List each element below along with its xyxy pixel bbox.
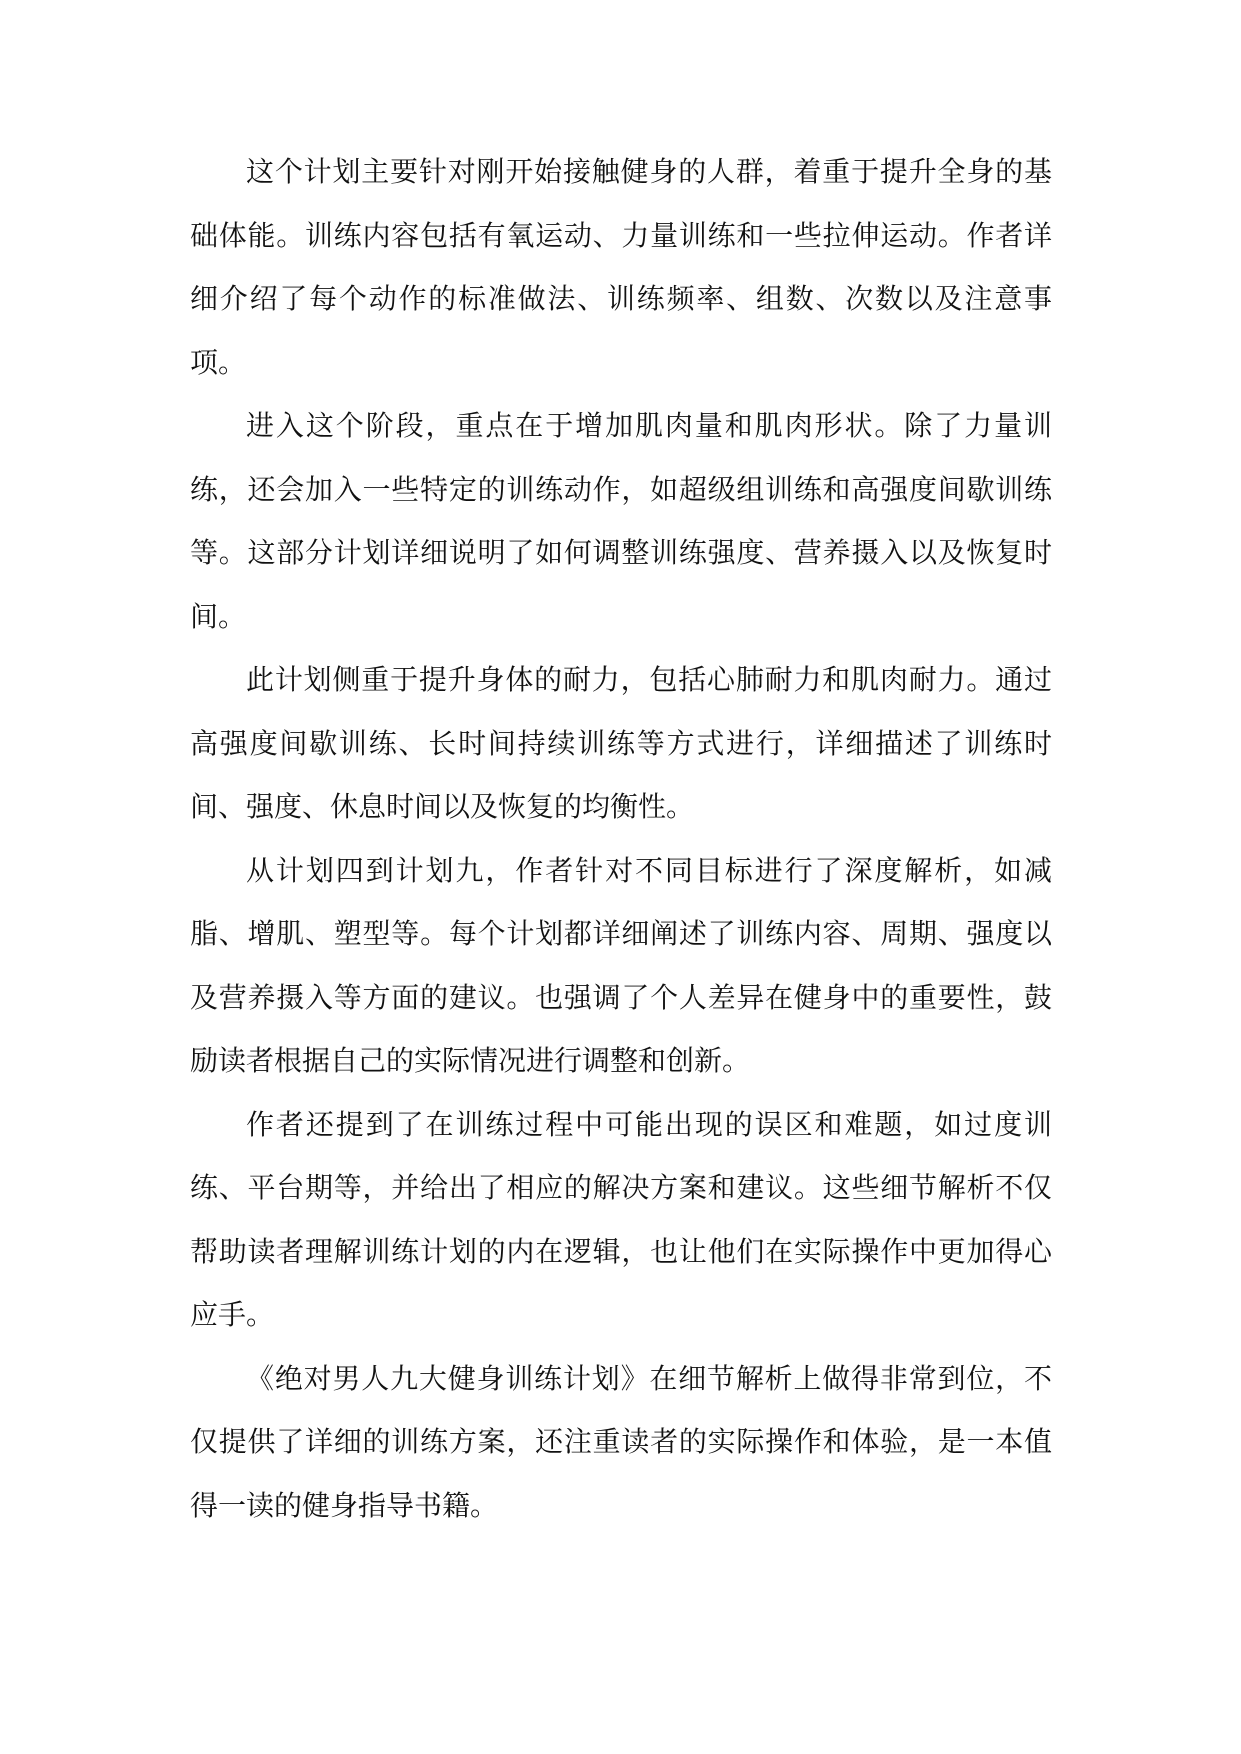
document-body <box>190 140 1052 1537</box>
paragraph-conclusion: 《绝对男人九大健身训练计划》在细节解析上做得非常到位，不仅提供了详细的训练方案，还注重读者的实际操作和体验，是一本值得一读的健身指导书籍。 <box>190 1361 1052 1522</box>
paragraph-beginner-plan: 这个计划主要针对刚开始接触健身的人群，着重于提升全身的基础体能。训练内容包括有氧运动、力量训练和一些拉伸运动。作者详细介绍了每个动作的标准做法、训练频率、组数、次数以及注意事项。 <box>190 155 1052 379</box>
paragraph-endurance-plan: 此计划侧重于提升身体的耐力，包括心肺耐力和肌肉耐力。通过高强度间歇训练、长时间持续训练等方式进行，详细描述了训练时间、强度、休息时间以及恢复的均衡性。 <box>190 663 1052 823</box>
paragraph-plans-four-to-nine: 从计划四到计划九，作者针对不同目标进行了深度解析，如减脂、增肌、塑型等。每个计划都详细阐述了训练内容、周期、强度以及营养摄入等方面的建议。也强调了个人差异在健身中的重要性，鼓励读者根据自己的实际情况进行调整和创新。 <box>190 853 1052 1077</box>
paragraph-muscle-building-plan: 进入这个阶段，重点在于增加肌肉量和肌肉形状。除了力量训练，还会加入一些特定的训练动作，如超级组训练和高强度间歇训练等。这部分计划详细说明了如何调整训练强度、营养摄入以及恢复时间。 <box>190 409 1052 633</box>
paragraph-common-pitfalls: 作者还提到了在训练过程中可能出现的误区和难题，如过度训练、平台期等，并给出了相应的解决方案和建议。这些细节解析不仅帮助读者理解训练计划的内在逻辑，也让他们在实际操作中更加得心应手。 <box>190 1107 1052 1331</box>
